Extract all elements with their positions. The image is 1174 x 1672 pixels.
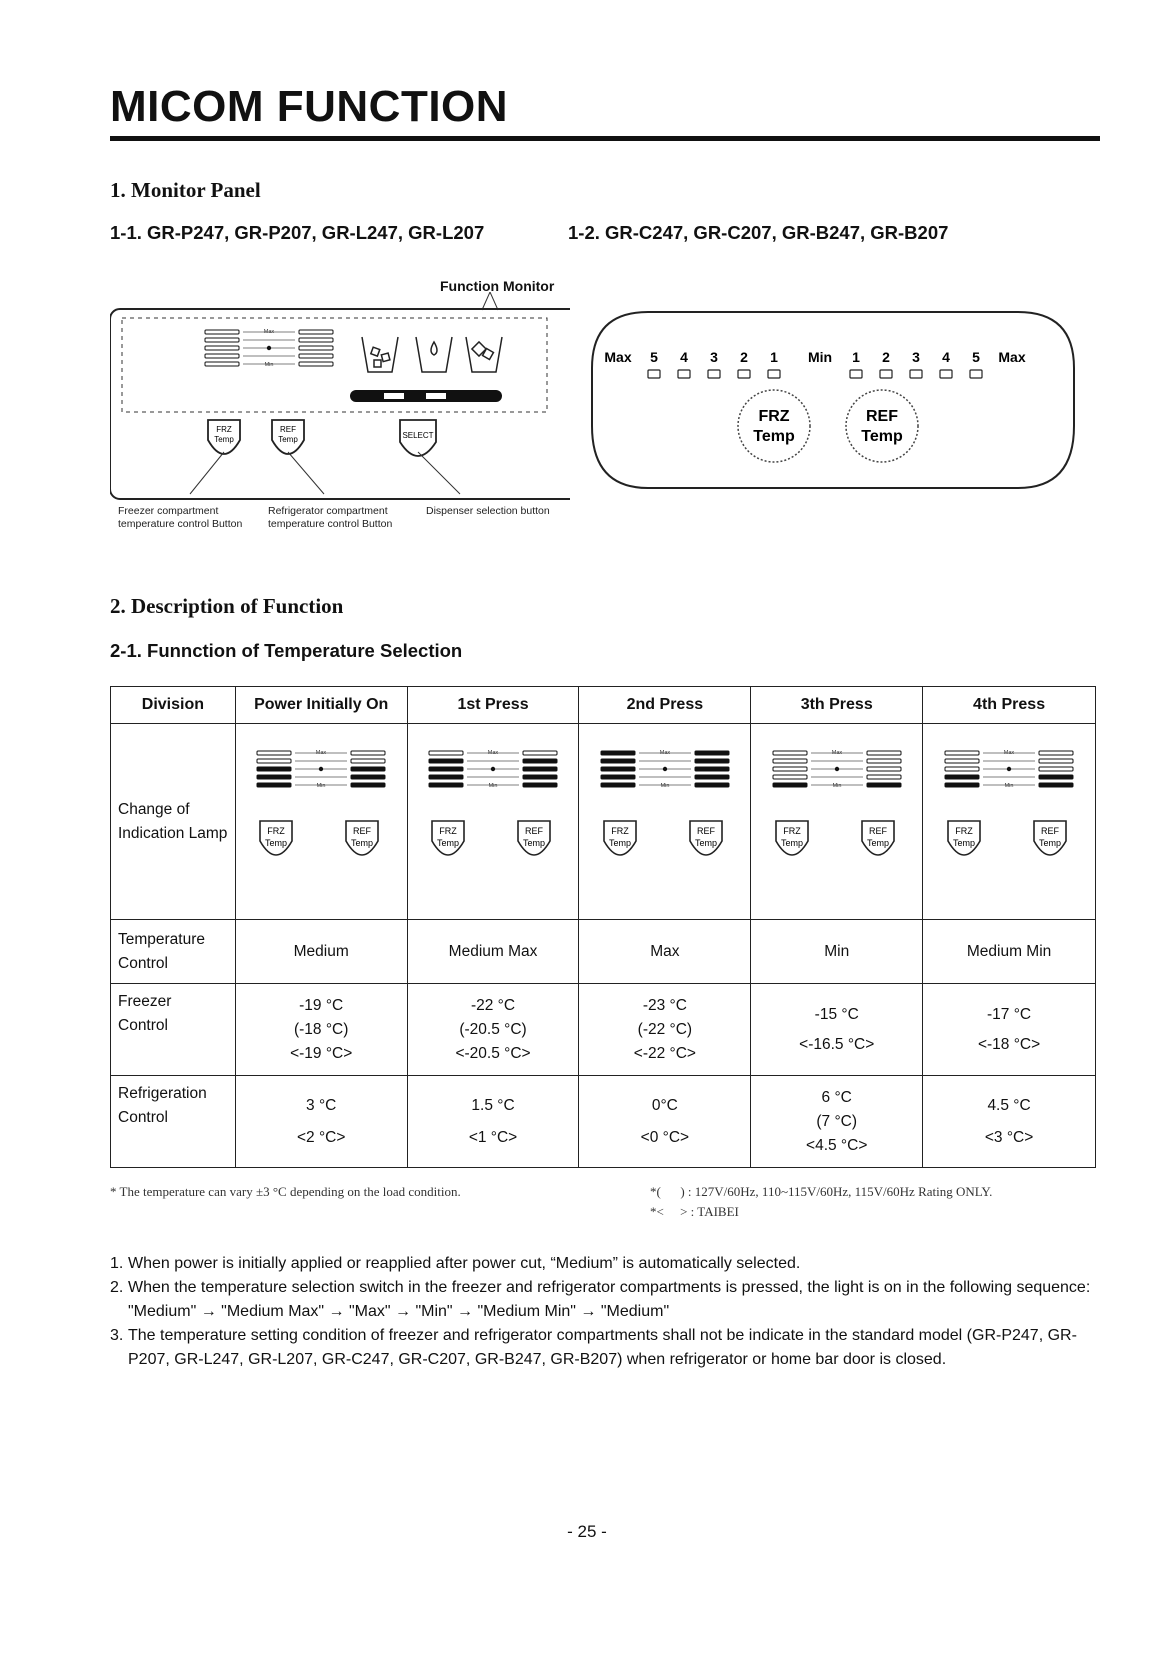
freezer-control-label: Freezer Control <box>111 984 236 1076</box>
table-cell: -17 °C <-18 °C> <box>923 984 1096 1076</box>
lamp-ladder <box>205 329 333 368</box>
lamp-row <box>111 724 1096 920</box>
lamp-dot <box>663 766 667 770</box>
table-cell: -22 °C (-20.5 °C) <-20.5 °C> <box>407 984 579 1076</box>
lamp-max-label: Max <box>1003 749 1015 756</box>
lamp-segment <box>945 751 979 755</box>
header-3th-press: 3th Press <box>751 687 923 724</box>
scale-label: Max <box>604 349 632 365</box>
scale-label: 1 <box>770 349 778 365</box>
lamp-diagram <box>246 733 396 903</box>
scale-label: 2 <box>882 349 890 365</box>
lamp-max-label: Max <box>659 749 671 756</box>
panel2-frz-temp-label: Temp <box>753 428 795 445</box>
scale-lamp <box>910 370 922 378</box>
lamp-cell <box>923 724 1096 920</box>
lamp-segment <box>773 759 807 763</box>
list-item: 3. The temperature setting condition of freezer and refrigerator compartments shall not be indicate in the standard model (GR-P247, GR-P207, GR-L247, GR-L207, GR-C247, GR-C207, GR-B247, GR-B207) when refrigerator or home bar door is closed. <box>110 1327 1077 1368</box>
monitor-panel-2 <box>588 308 1078 494</box>
lamp-segment <box>429 767 463 771</box>
lamp-dot <box>835 766 839 770</box>
lamp-segment <box>205 354 239 358</box>
table-cell: Medium Max <box>407 920 579 984</box>
lamp-segment <box>257 751 291 755</box>
panel2-ref-temp-button[interactable] <box>846 390 918 462</box>
svg-text:FRZ: FRZ <box>267 825 285 836</box>
model-group-right: 1-2. GR-C247, GR-C207, GR-B247, GR-B207 <box>568 222 949 243</box>
lamp-segment <box>601 759 635 763</box>
svg-text:Temp: Temp <box>953 837 976 848</box>
lamp-segment <box>257 783 291 787</box>
lamp-segment <box>695 751 729 755</box>
lamp-segment <box>299 362 333 366</box>
lamp-segment <box>523 775 557 779</box>
lamp-segment <box>601 775 635 779</box>
svg-text:Temp: Temp <box>351 837 374 848</box>
refrigeration-control-row <box>111 1076 1096 1168</box>
lamp-segment <box>773 783 807 787</box>
title-rule <box>110 136 1100 141</box>
lamp-segment <box>299 330 333 334</box>
header-power-on: Power Initially On <box>235 687 407 724</box>
lamp-segment <box>257 759 291 763</box>
lamp-segment <box>867 767 901 771</box>
lamp-cell <box>407 724 579 920</box>
lamp-segment <box>1039 783 1073 787</box>
scale-lamp <box>970 370 982 378</box>
refrigeration-control-label: Refrigeration Control <box>111 1076 236 1168</box>
lamp-min-label: Min <box>832 782 842 789</box>
lamp-segment <box>523 767 557 771</box>
lamp-dot <box>1007 766 1011 770</box>
lamp-segment <box>523 751 557 755</box>
lamp-max-label: Max <box>263 329 275 335</box>
lamp-segment <box>695 767 729 771</box>
table-cell: 1.5 °C <1 °C> <box>407 1076 579 1168</box>
section2-subheading: 2-1. Funnction of Temperature Selection <box>110 640 463 661</box>
list-item: 1. When power is initially applied or reapplied after power cut, “Medium” is automatically selected. <box>110 1255 801 1272</box>
ref-temp-button-icon <box>862 821 894 855</box>
table-cell: Min <box>751 920 923 984</box>
table-cell: -19 °C (-18 °C) <-19 °C> <box>235 984 407 1076</box>
function-monitor-label: Function Monitor <box>440 278 555 294</box>
table-header-row <box>111 687 1096 724</box>
lamp-cell <box>235 724 407 920</box>
ref-temp-button-icon <box>518 821 550 855</box>
panel2-ref-temp-label: Temp <box>861 428 903 445</box>
panel2-ref-label: REF <box>866 408 898 425</box>
header-2nd-press: 2nd Press <box>579 687 751 724</box>
lamp-min-label: Min <box>316 782 326 789</box>
lamp-segment <box>695 759 729 763</box>
frz-temp-button-icon <box>948 821 980 855</box>
page-title: MICOM FUNCTION <box>110 82 509 131</box>
svg-text:REF: REF <box>868 825 887 836</box>
table-cell: 3 °C <2 °C> <box>235 1076 407 1168</box>
scale-label: 4 <box>680 349 688 365</box>
scale-label: 4 <box>942 349 950 365</box>
lamp-dot <box>319 766 323 770</box>
svg-text:FRZ: FRZ <box>611 825 629 836</box>
frz-temp-button-icon <box>260 821 292 855</box>
lamp-segment <box>867 775 901 779</box>
lamp-segment <box>867 783 901 787</box>
lamp-segment <box>867 759 901 763</box>
lamp-segment <box>1039 751 1073 755</box>
lamp-segment <box>257 775 291 779</box>
lamp-segment <box>867 751 901 755</box>
temperature-selection-table <box>110 686 1096 1168</box>
lamp-max-label: Max <box>315 749 327 756</box>
lamp-segment <box>257 767 291 771</box>
lamp-dot <box>267 346 271 350</box>
list-item: 2. When the temperature selection switch in the freezer and refrigerator compartments is pressed, the light is on in the following sequence: "Medium" → "Medium Max" → "Max" → "Min" → "Medium Min" → "Medium" <box>110 1279 1091 1320</box>
lamp-segment <box>299 346 333 350</box>
select-label: SELECT <box>402 431 434 440</box>
ref-temp-button-icon <box>1034 821 1066 855</box>
scale-label: 2 <box>740 349 748 365</box>
panel2-frz-temp-button[interactable] <box>738 390 810 462</box>
table-cell: Medium Min <box>923 920 1096 984</box>
lamp-cell <box>579 724 751 920</box>
scale-lamp <box>738 370 750 378</box>
svg-text:FRZ: FRZ <box>955 825 973 836</box>
lamp-segment <box>945 767 979 771</box>
frz-temp-button[interactable] <box>208 420 240 454</box>
temperature-note: * The temperature can vary ±3 °C depending on the load condition. <box>110 1184 461 1199</box>
lamp-segment <box>205 330 239 334</box>
svg-text:Temp: Temp <box>265 837 288 848</box>
panel2-frz-label: FRZ <box>758 408 790 425</box>
scale-label: Max <box>998 349 1026 365</box>
refrigerator-button-caption: Refrigerator compartment temperature control Button <box>268 505 393 530</box>
scale-label: 1 <box>852 349 860 365</box>
lamp-dot <box>491 766 495 770</box>
svg-text:FRZ: FRZ <box>782 825 801 836</box>
page-number: - 25 - <box>567 1522 607 1541</box>
taibei-note: *< > : TAIBEI <box>650 1204 739 1219</box>
lamp-segment <box>205 362 239 366</box>
scale-lamp <box>880 370 892 378</box>
scale-lamp <box>678 370 690 378</box>
svg-text:Temp: Temp <box>694 837 717 848</box>
lamp-segment <box>429 751 463 755</box>
ref-temp-button-icon <box>346 821 378 855</box>
sequence-text: "Medium" → "Medium Max" → "Max" → "Min" → "Medium Min" → "Medium" <box>128 1303 670 1320</box>
svg-text:REF: REF <box>696 825 715 836</box>
svg-text:REF: REF <box>353 825 372 836</box>
lamp-segment <box>351 751 385 755</box>
lamp-segment <box>523 783 557 787</box>
lamp-segment <box>945 775 979 779</box>
lamp-segment <box>945 759 979 763</box>
lamp-max-label: Max <box>831 749 842 756</box>
water-icon <box>416 337 452 372</box>
lamp-segment <box>601 783 635 787</box>
table-cell: 6 °C (7 °C) <4.5 °C> <box>751 1076 923 1168</box>
lamp-segment <box>429 759 463 763</box>
lamp-segment <box>773 767 807 771</box>
freezer-button-caption: Freezer compartment temperature control Button <box>118 505 243 530</box>
temperature-control-label: Temperature Control <box>111 920 236 984</box>
lamp-segment <box>523 759 557 763</box>
lamp-diagram <box>418 733 568 903</box>
monitor-panel-1 <box>110 292 570 524</box>
ref-temp-button[interactable] <box>272 420 304 454</box>
section2-heading: 2. Description of Function <box>110 594 344 618</box>
lamp-segment <box>299 338 333 342</box>
lamp-segment <box>1039 759 1073 763</box>
freezer-control-row <box>111 984 1096 1076</box>
lamp-segment <box>205 338 239 342</box>
lamp-segment <box>695 775 729 779</box>
table-cell: Medium <box>235 920 407 984</box>
scale-label: 5 <box>972 349 980 365</box>
lamp-segment <box>299 354 333 358</box>
scale-lamp <box>708 370 720 378</box>
frz-temp-button-icon <box>432 821 464 855</box>
scale-lamp <box>648 370 660 378</box>
svg-text:Temp: Temp <box>523 837 546 848</box>
table-cell: 4.5 °C <3 °C> <box>923 1076 1096 1168</box>
lamp-segment <box>429 783 463 787</box>
lamp-segment <box>1039 775 1073 779</box>
description-list <box>110 1252 1100 1372</box>
lamp-segment <box>773 775 807 779</box>
header-division: Division <box>111 687 236 724</box>
lamp-cell <box>751 724 923 920</box>
lamp-diagram <box>762 733 912 903</box>
lamp-min-label: Min <box>488 782 498 789</box>
lamp-segment <box>773 751 807 755</box>
crushed-ice-icon <box>466 337 502 372</box>
select-button[interactable] <box>400 420 436 456</box>
frz-temp-button-icon <box>776 821 808 855</box>
lamp-segment <box>601 751 635 755</box>
temperature-scale <box>604 349 1025 378</box>
lamp-diagram <box>590 733 740 903</box>
ref-temp-button-icon <box>690 821 722 855</box>
scale-lamp <box>768 370 780 378</box>
scale-label: 3 <box>912 349 920 365</box>
table-cell: -23 °C (-22 °C) <-22 °C> <box>579 984 751 1076</box>
header-4th-press: 4th Press <box>923 687 1096 724</box>
lamp-max-label: Max <box>487 749 499 756</box>
lamp-min-label: Min <box>1004 782 1014 789</box>
svg-text:Temp: Temp <box>780 837 803 848</box>
scale-label: 3 <box>710 349 718 365</box>
header-1st-press: 1st Press <box>407 687 579 724</box>
ref-label: REF <box>280 425 296 434</box>
svg-text:Temp: Temp <box>437 837 460 848</box>
table-cell: 0°C <0 °C> <box>579 1076 751 1168</box>
svg-text:REF: REF <box>1041 825 1060 836</box>
lamp-segment <box>351 759 385 763</box>
lamp-segment <box>351 783 385 787</box>
lamp-segment <box>351 767 385 771</box>
scale-lamp <box>940 370 952 378</box>
model-group-left: 1-1. GR-P247, GR-P207, GR-L247, GR-L207 <box>110 222 485 243</box>
lamp-segment <box>1039 767 1073 771</box>
frz-temp-button-icon <box>604 821 636 855</box>
dispenser-button-caption: Dispenser selection button <box>426 505 550 517</box>
lamp-segment <box>205 346 239 350</box>
svg-text:Temp: Temp <box>866 837 889 848</box>
frz-label: FRZ <box>216 425 232 434</box>
ref-temp-label: Temp <box>278 435 298 444</box>
table-cell: Max <box>579 920 751 984</box>
lamp-row-label: Change of Indication Lamp <box>111 724 236 920</box>
temperature-control-row <box>111 920 1096 984</box>
lamp-diagram <box>934 733 1084 903</box>
rating-note: *( ) : 127V/60Hz, 110~115V/60Hz, 115V/60Hz Rating ONLY. <box>650 1184 993 1199</box>
scale-label: 5 <box>650 349 658 365</box>
svg-text:Temp: Temp <box>1039 837 1062 848</box>
lamp-segment <box>695 783 729 787</box>
lamp-segment <box>351 775 385 779</box>
lamp-segment <box>429 775 463 779</box>
svg-text:REF: REF <box>525 825 544 836</box>
section1-heading: 1. Monitor Panel <box>110 178 261 202</box>
scale-label: Min <box>807 349 833 365</box>
lamp-min-label: Min <box>660 782 670 789</box>
frz-temp-label: Temp <box>214 435 234 444</box>
scale-lamp <box>850 370 862 378</box>
lamp-segment <box>601 767 635 771</box>
table-cell: -15 °C <-16.5 °C> <box>751 984 923 1076</box>
lamp-min-label: Min <box>264 362 274 368</box>
svg-text:Temp: Temp <box>608 837 631 848</box>
svg-text:FRZ: FRZ <box>439 825 457 836</box>
cubed-ice-icon <box>362 337 398 372</box>
lamp-segment <box>945 783 979 787</box>
